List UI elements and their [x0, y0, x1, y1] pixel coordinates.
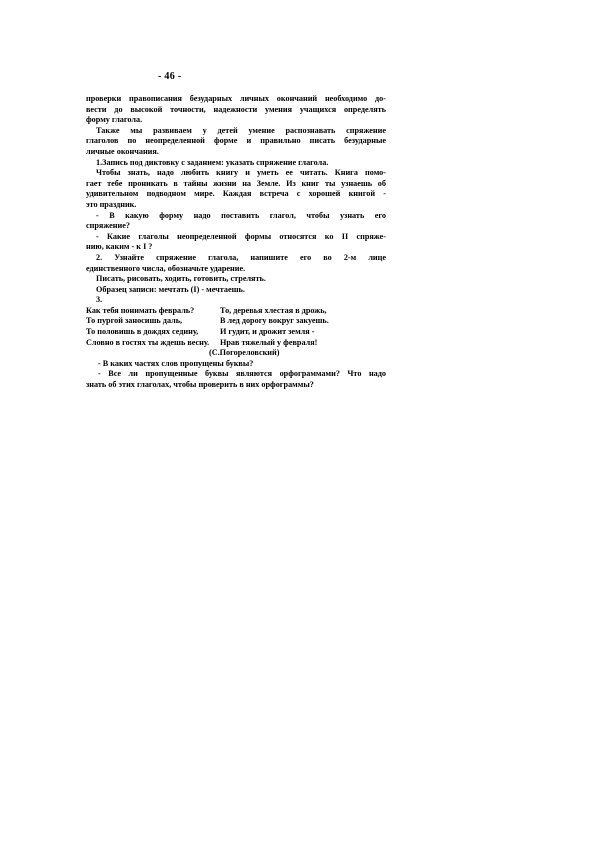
poem-right-verse: В лед дорогу вокруг закуешь. — [220, 316, 329, 326]
text-line: гает тебе проникать в тайны жизни на Земле. Из книг ты узнаешь об — [86, 178, 386, 188]
poem-left-verse: Словно в гостях ты ждешь весну. — [86, 337, 210, 347]
paragraph-lines — [86, 94, 386, 306]
text-line: проверки правописания безударных личных окончаний необходимо до- — [86, 94, 386, 103]
page-number: - 46 - — [158, 71, 182, 82]
text-line: единственного числа, обозначьте ударение. — [86, 263, 246, 273]
text-line: - Какие глаголы неопределенной формы относятся ко II спряже- — [96, 231, 386, 241]
text-line: спряжение? — [86, 221, 130, 231]
document-body — [86, 94, 386, 391]
poem-signature: (С.Погореловский) — [209, 348, 280, 358]
poem-row — [86, 327, 386, 338]
poem — [86, 306, 386, 348]
poem-left-verse: То пургой заносишь даль, — [86, 316, 183, 326]
poem-row — [86, 316, 386, 327]
text-line: Также мы развиваем у детей умение распознавать спряжение — [96, 125, 386, 135]
question-line: знать об этих глаголах, чтобы проверить в них орфограммы? — [86, 380, 314, 390]
poem-left-verse: Как тебя понимать февраль? — [86, 305, 195, 315]
poem-right-verse: Нрав тяжелый у февраля! — [220, 337, 318, 347]
text-line: это праздник. — [86, 199, 137, 209]
poem-right-verse: И гудит, и дрожит земля - — [220, 327, 315, 337]
text-line: форму глагола. — [86, 115, 143, 125]
question-line: - В каких частях слов пропущены буквы? — [98, 358, 254, 368]
text-line: Чтобы знать, надо любить книгу и уметь ее читать. Книга помо- — [96, 168, 386, 178]
question-line: - Все ли пропущенные буквы являются орфограммами? Что надо — [98, 369, 386, 379]
text-line: личные окончания. — [86, 146, 159, 156]
poem-row — [86, 306, 386, 317]
text-line: Писать, рисовать, ходить, готовить, стрелять. — [96, 274, 266, 284]
text-line: 1.Запись под диктовку с заданием: указать спряжение глагола. — [96, 157, 329, 167]
poem-right-verse: То, деревья хлестая в дрожь, — [220, 305, 327, 315]
text-line: удивительном подводном мире. Каждая встреча с хорошей книгой - — [86, 189, 386, 199]
poem-row — [86, 338, 386, 349]
text-line: 3. — [96, 295, 103, 305]
poem-left-verse: То половишь в дождях седину, — [86, 327, 199, 337]
text-line: 2. Узнайте спряжение глагола, напишите его во 2-м лице — [96, 252, 386, 262]
text-line: Образец записи: мечтать (I) - мечтаешь. — [96, 284, 245, 294]
text-line: вести до высокой точности, надежности умения учащихся определять — [86, 104, 386, 114]
text-line: глаголов по неопределенной форме и правильно писать безударные — [86, 136, 386, 146]
text-line: нию, каким - к I ? — [86, 242, 153, 252]
text-line: - В какую форму надо поставить глагол, чтобы узнать его — [96, 210, 386, 220]
